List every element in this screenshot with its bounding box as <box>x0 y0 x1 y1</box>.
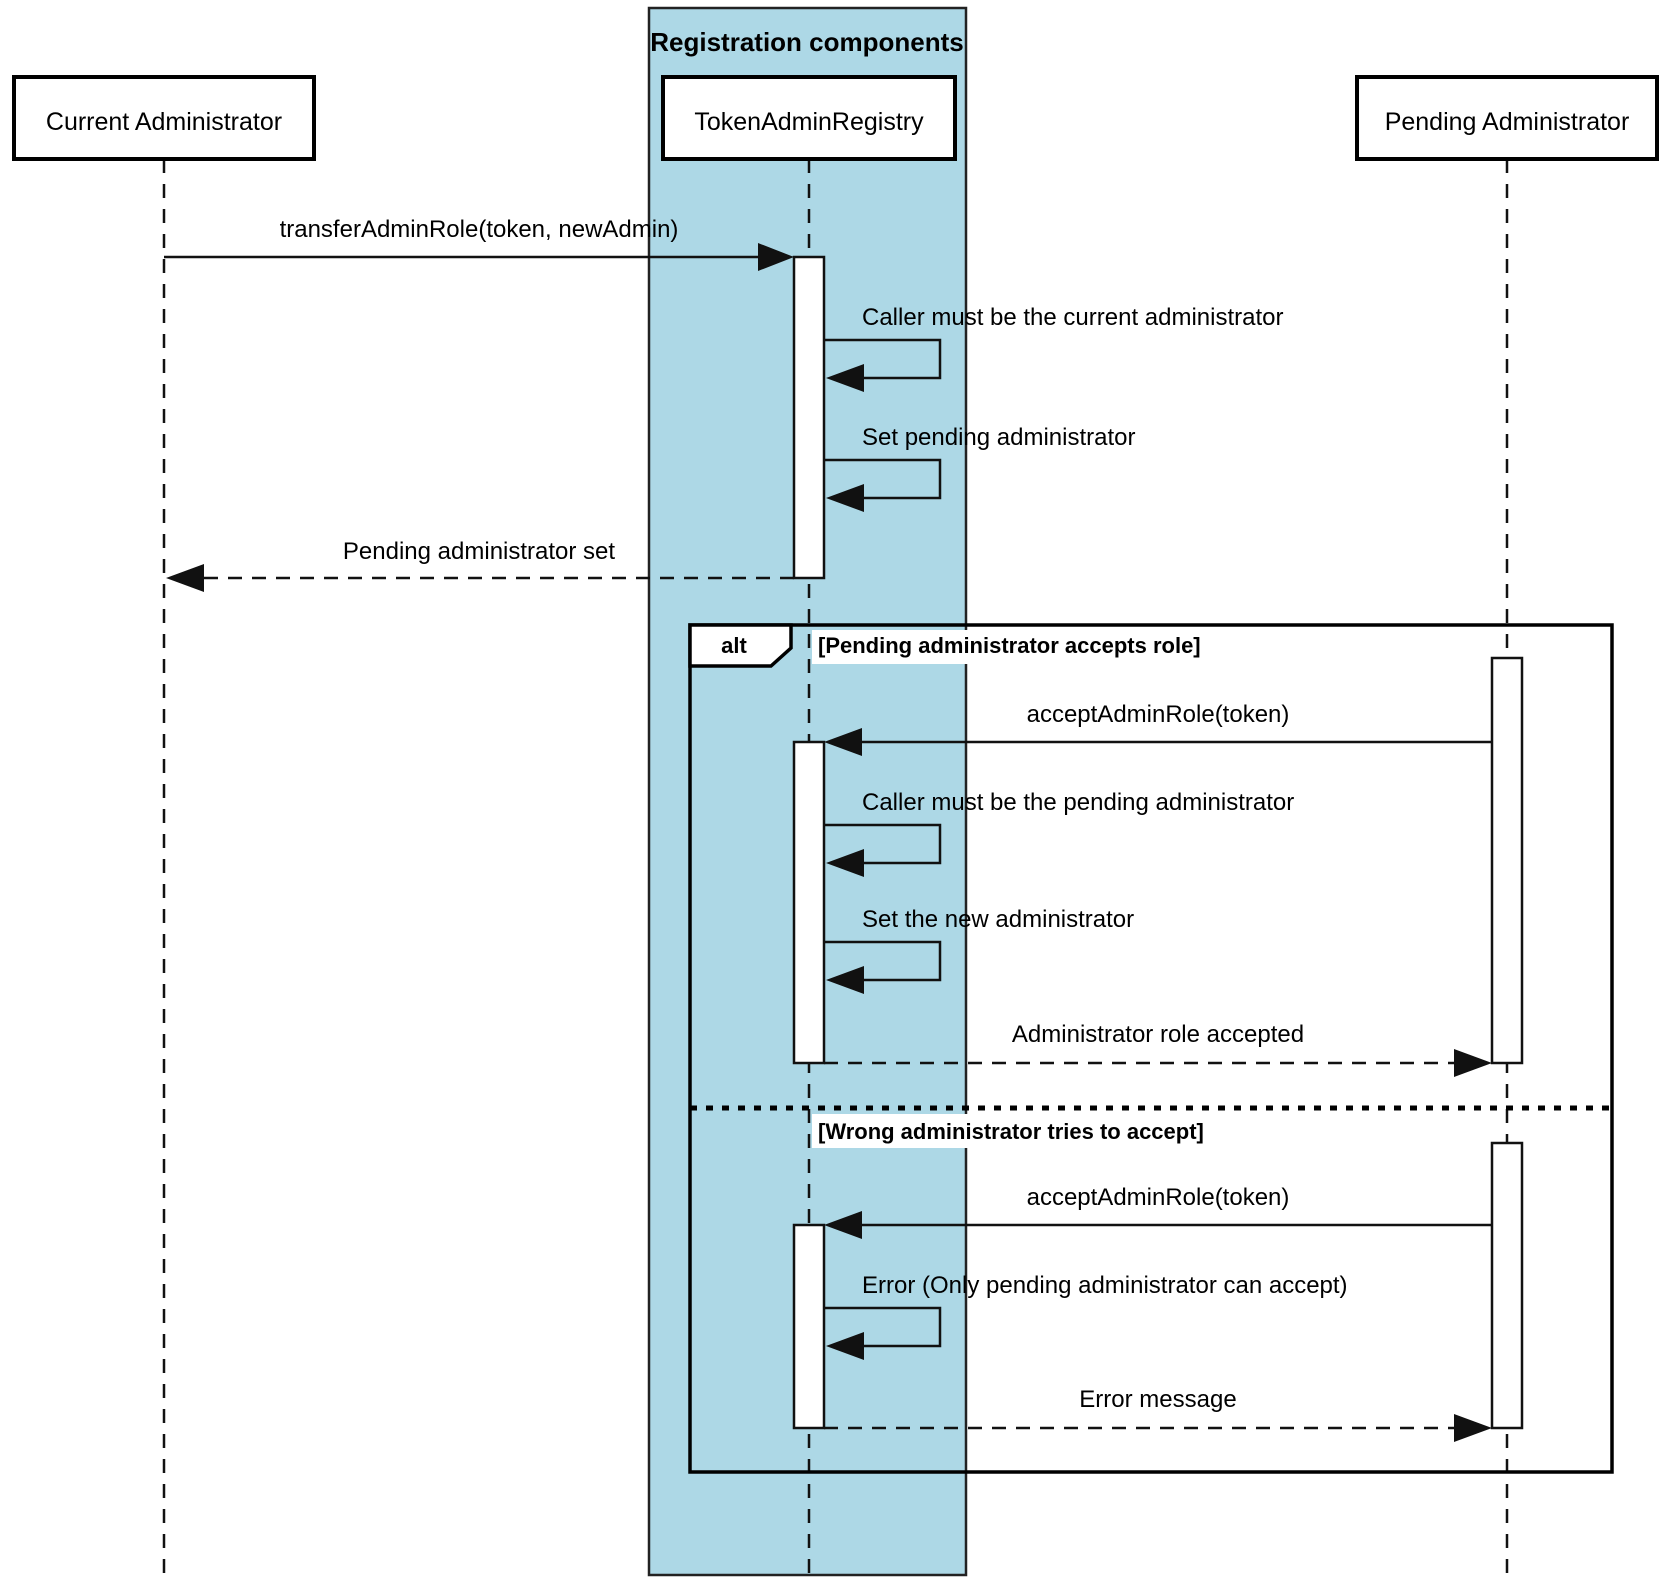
message-label: transferAdminRole(token, newAdmin) <box>279 216 679 243</box>
message-label: acceptAdminRole(token) <box>1026 1184 1290 1211</box>
registration-components-title: Registration components <box>650 27 964 57</box>
activation-bar-pending-1 <box>1492 658 1522 1063</box>
arrowhead-left-icon <box>166 564 204 592</box>
message-label: Set pending administrator <box>862 424 1136 451</box>
arrowhead-right-icon <box>1454 1049 1492 1077</box>
activation-bar-pending-2 <box>1492 1143 1522 1428</box>
participant-label: Current Administrator <box>45 108 283 136</box>
participant-label: Pending Administrator <box>1384 108 1630 136</box>
condition-label: [Wrong administrator tries to accept] <box>818 1119 1204 1144</box>
participant-pending-administrator <box>1357 77 1657 159</box>
condition-label: [Pending administrator accepts role] <box>818 633 1201 658</box>
alt-operator-label: alt <box>721 633 747 658</box>
arrowhead-right-icon <box>1454 1414 1492 1442</box>
message-label: Pending administrator set <box>342 538 616 565</box>
message-label: Error message <box>1079 1386 1237 1413</box>
message-label: Caller must be the current administrator <box>862 304 1284 331</box>
participant-token-admin-registry <box>663 77 955 159</box>
participant-current-administrator <box>14 77 314 159</box>
message-label: Administrator role accepted <box>1011 1021 1305 1048</box>
message-label: Error (Only pending administrator can accept) <box>862 1272 1348 1299</box>
message-label: Caller must be the pending administrator <box>862 789 1295 816</box>
activation-bar-registry-3 <box>794 1225 824 1428</box>
participant-label: TokenAdminRegistry <box>694 108 924 136</box>
activation-bar-registry-2 <box>794 742 824 1063</box>
activation-bar-registry-1 <box>794 257 824 578</box>
message-label: acceptAdminRole(token) <box>1026 701 1290 728</box>
message-label: Set the new administrator <box>862 906 1135 933</box>
